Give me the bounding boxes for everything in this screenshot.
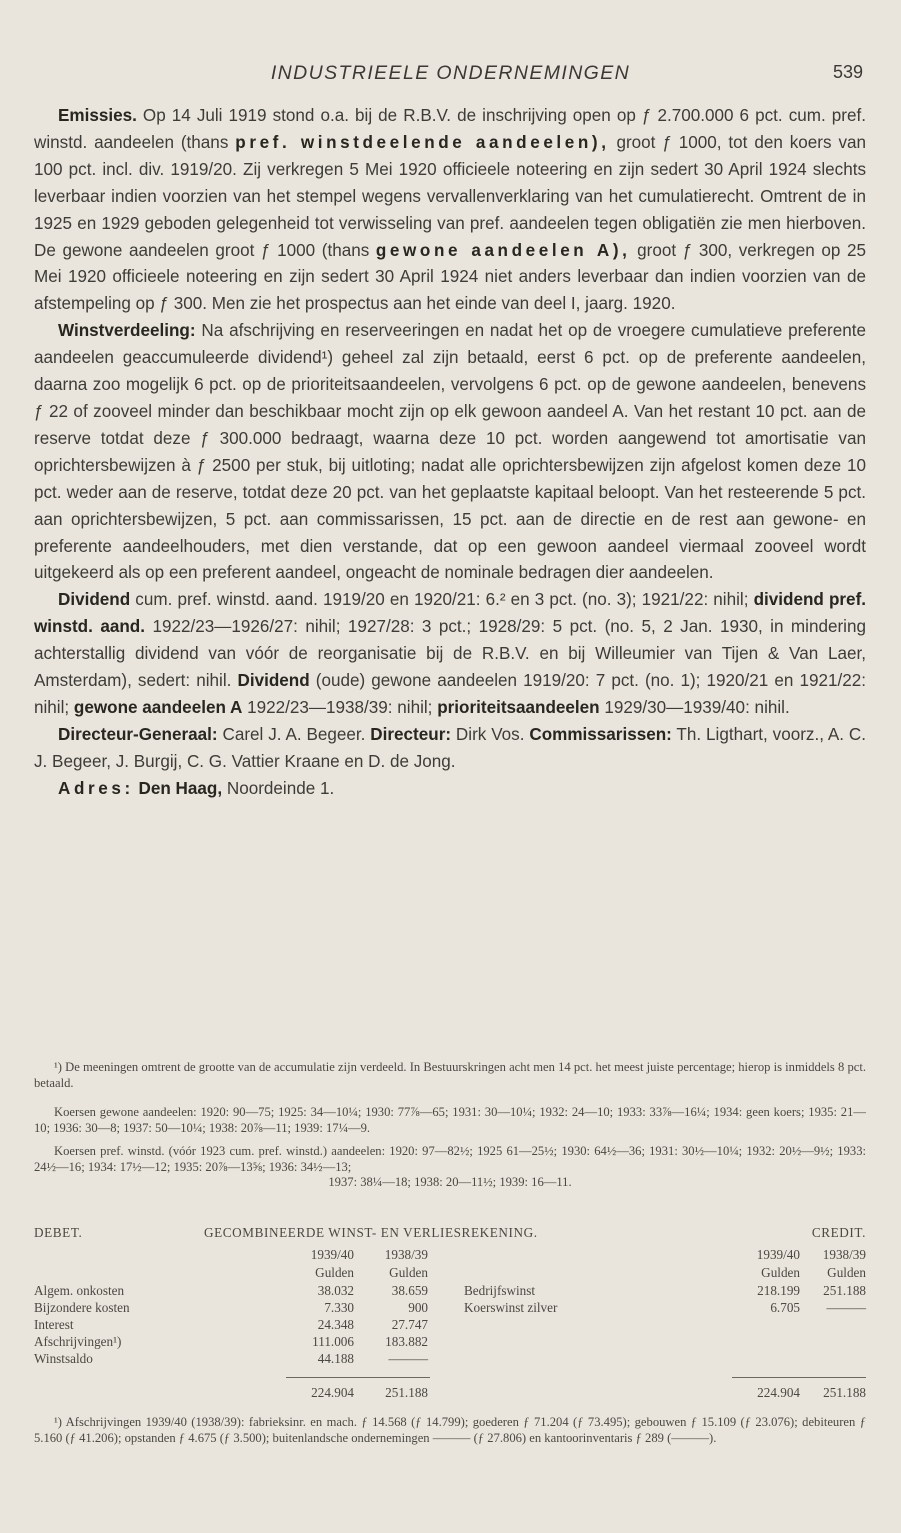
paragraph-emissies	[34, 103, 866, 318]
text-director-general: Carel J. A. Begeer.	[217, 724, 371, 744]
account-title: GECOMBINEERDE WINST- EN VERLIESREKENING.	[204, 1225, 538, 1240]
text-emissies-2: groot ƒ 1000, tot den koers van 100 pct. incl. div. 1919/20. Zij verkregen 5 Mei 1920 officieele noteering en zijn sedert 30 April 1924 slechts leverbaar indien voorzien van het stempel wegens vervallenverklaring van het cumulatierecht. Omtrent de in 1925 en 1929 geboden gelegenheid tot verwisseling van pref. aandeelen tegen obligatiën zie men hierboven. De gewone aandeelen groot ƒ 1000 (thans	[34, 132, 867, 260]
debit-total-2: 251.188	[385, 1385, 428, 1400]
footnote-2-text: ¹) Afschrijvingen 1939/40 (1938/39): fabrieksinr. en mach. ƒ 14.568 (ƒ 14.799); goederen ƒ 71.204 (ƒ 73.495); gebouwen ƒ 15.109 (ƒ 23.076); debiteuren ƒ 5.160 (ƒ 41.206); opstanden ƒ 4.675 (ƒ 3.500); buitenlandsche ondernemingen ——— (ƒ 27.806) en kantoorinventaris ƒ 289 (———).	[34, 1415, 866, 1445]
bold-dividend-old: Dividend	[237, 671, 310, 691]
debit-row-value: 183.882	[385, 1334, 428, 1349]
bold-dividend-pref: dividend pref. winstd. aand.	[34, 590, 867, 637]
text-commissioners: Th. Ligthart, voorz., A. C. J. Begeer, J. Burgij, C. G. Vattier Kraane en D. de Jong.	[34, 724, 867, 771]
debit-row-value: 38.032	[317, 1283, 354, 1298]
label-director-general: Directeur-Generaal:	[58, 724, 218, 744]
prices-pref-shares: Koersen pref. winstd. (vóór 1923 cum. pref. winstd.) aandeelen: 1920: 97—82½; 1925 61—25½; 1930: 64½—36; 1931: 30½—10¼; 1932: 20½—9½; 1933: 24½—16; 1934: 17½—12; 1935: 20⅞—13⅝; 1936: 34½—13;	[34, 1144, 866, 1174]
profit-loss-account	[34, 1225, 866, 1405]
adres-city: Den Haag,	[133, 778, 223, 798]
credit-currency-2: Gulden	[827, 1265, 866, 1280]
text-dividend-5: 1929/30—1939/40: nihil.	[599, 697, 790, 717]
text-winstverdeeling: Na afschrijving en reserveeringen en nadat het op de vroegere cumulatieve preferente aandeelen geaccumuleerde dividend¹) geheel zal zijn betaald, eerst 6 pct. op de preferente aandeelen, daarna zoo mogelijk 6 pct. op de prioriteitsaandeelen, vervolgens 6 pct. op de gewone aandeelen, benevens ƒ 22 of zooveel minder dan beschikbaar mocht zijn op elk gewoon aandeel A. Van het restant 10 pct. aan de reserve totdat deze ƒ 300.000 bedraagt, waarna deze 10 pct. worden aangewend tot amortisatie van oprichtersbewijzen à ƒ 2500 per stuk, bij uitloting; nadat alle oprichtersbewijzen zijn afgelost komen deze 10 pct. weder aan de reserve, totdat deze 20 pct. van het geplaatste kapitaal beloopt. Van het resteerende 5 pct. aan oprichtersbewijzen, 5 pct. aan commissarissen, 15 pct. aan de directie en de rest aan gewone- en preferente aandeelhouders, met dien verstande, dat op een gewoon aandeel viermaal zooveel wordt uitgekeerd als op een preferent aandeel, ongeacht de nominale bedragen dier aandeelen.	[34, 321, 866, 583]
credit-heading: CREDIT.	[811, 1225, 866, 1240]
credit-year-1938-39: 1938/39	[822, 1247, 866, 1262]
credit-currency-1: Gulden	[761, 1265, 800, 1280]
debit-row-label: Afschrijvingen¹)	[34, 1334, 122, 1349]
debit-row-value: 7.330	[324, 1300, 354, 1315]
debit-row-value: 27.747	[391, 1317, 428, 1332]
debit-currency-2: Gulden	[389, 1265, 428, 1280]
debit-total-rule	[286, 1377, 430, 1378]
paragraph-bestuur	[34, 722, 866, 776]
credit-year-1939-40: 1939/40	[756, 1247, 800, 1262]
debit-currency-1: Gulden	[315, 1265, 354, 1280]
debit-year-1938-39: 1938/39	[384, 1247, 428, 1262]
paragraph-dividend	[34, 587, 866, 722]
text-dividend-3: (oude) gewone aandeelen 1919/20: 7 pct. (no. 1); 1920/21 en 1921/22: nihil;	[34, 671, 866, 717]
debit-row-label: Bijzondere kosten	[34, 1300, 130, 1315]
debit-row-value: 111.006	[312, 1334, 354, 1349]
running-title: INDUSTRIEELE ONDERNEMINGEN	[270, 62, 631, 84]
credit-row-value: ———	[826, 1300, 866, 1315]
debit-row-label: Interest	[34, 1317, 74, 1332]
label-dividend: Dividend	[58, 590, 131, 610]
label-winstverdeeling: Winstverdeeling:	[58, 321, 196, 341]
text-dividend-4: 1922/23—1938/39: nihil;	[242, 697, 438, 717]
bold-priority: prioriteitsaandeelen	[437, 697, 600, 717]
debit-row-value: 38.659	[391, 1283, 428, 1298]
adres-street: Noordeinde 1.	[222, 778, 335, 798]
debit-row-value: ———	[388, 1351, 428, 1366]
text-emissies-1: Op 14 Juli 1919 stond o.a. bij de R.B.V. de inschrijving open op ƒ 2.700.000 6 pct. cum. pref. winstd. aandeelen (thans	[34, 106, 866, 152]
paragraph-winstverdeeling	[34, 318, 866, 587]
credit-row-value: 218.199	[757, 1283, 800, 1298]
paragraph-adres	[34, 776, 866, 803]
debit-row-label: Winstsaldo	[34, 1351, 93, 1366]
credit-total-1: 224.904	[757, 1385, 800, 1400]
spaced-pref-shares: pref. winstdeelende aandeelen),	[235, 132, 610, 152]
text-emissies-3: groot ƒ 300, verkregen op 25 Mei 1920 officieele noteering en zijn sedert 30 April 1924 niet anders leverbaar dan indien voorzien van de afstempeling op ƒ 300. Men zie het prospectus aan het einde van deel I, jaarg. 1920.	[34, 240, 866, 314]
text-director: Dirk Vos.	[451, 724, 530, 744]
footnote-depreciation	[34, 1415, 866, 1446]
text-dividend-2: 1922/23—1926/27: nihil; 1927/28: 3 pct.; 1928/29: 5 pct. (no. 5, 2 Jan. 1930, in mindering achterstallig dividend van vóór de reorganisatie bij de R.B.V. en bij Willeumier van Tijen & Van Laer, Amsterdam), sedert: nihil.	[34, 617, 866, 691]
debit-year-1939-40: 1939/40	[310, 1247, 354, 1262]
debet-heading: DEBET.	[34, 1225, 83, 1240]
prices-ordinary-shares: Koersen gewone aandeelen: 1920: 90—75; 1925: 34—10¼; 1930: 77⅞—65; 1931: 30—10¼; 1932: 24—10; 1933: 33⅞—16¼; 1934: geen koers; 1935: 21—10; 1936: 30—8; 1937: 50—10¼; 1938: 20⅞—11; 1939: 17¼—9.	[34, 1105, 866, 1135]
footnote-1-text: ¹) De meeningen omtrent de grootte van de accumulatie zijn verdeeld. In Bestuurskringen acht men 14 pct. het meest juiste percentage; hierop is inmiddels 8 pct. betaald.	[34, 1060, 866, 1090]
label-adres: Adres:	[58, 778, 134, 798]
debit-total-1: 224.904	[311, 1385, 354, 1400]
credit-total-rule	[732, 1377, 866, 1378]
credit-row-value: 6.705	[770, 1300, 800, 1315]
spaced-ordinary-shares: gewone aandeelen A),	[375, 240, 631, 260]
debit-row-value: 24.348	[317, 1317, 354, 1332]
price-history	[34, 1105, 866, 1199]
label-director: Directeur:	[370, 724, 452, 744]
running-head	[0, 62, 901, 88]
credit-row-label: Koerswinst zilver	[464, 1300, 558, 1315]
label-emissies: Emissies.	[58, 106, 137, 125]
label-commissioners: Commissarissen:	[529, 724, 672, 744]
footnote-accumulation	[34, 1060, 866, 1091]
debit-row-value: 44.188	[317, 1351, 354, 1366]
debit-row-value: 900	[408, 1300, 428, 1315]
credit-row-label: Bedrijfswinst	[464, 1283, 536, 1298]
credit-total-2: 251.188	[823, 1385, 866, 1400]
credit-row-value: 251.188	[823, 1283, 866, 1298]
body-text	[34, 103, 866, 803]
text-dividend-1: cum. pref. winstd. aand. 1919/20 en 1920/21: 6.² en 3 pct. (no. 3); 1921/22: nihil;	[130, 590, 754, 610]
prices-pref-shares-cont: 1937: 38¼—18; 1938: 20—11½; 1939: 16—11.	[328, 1175, 572, 1189]
bold-ordinary-a: gewone aandeelen A	[73, 697, 243, 717]
debit-row-label: Algem. onkosten	[34, 1283, 125, 1298]
page-number: 539	[832, 62, 863, 82]
